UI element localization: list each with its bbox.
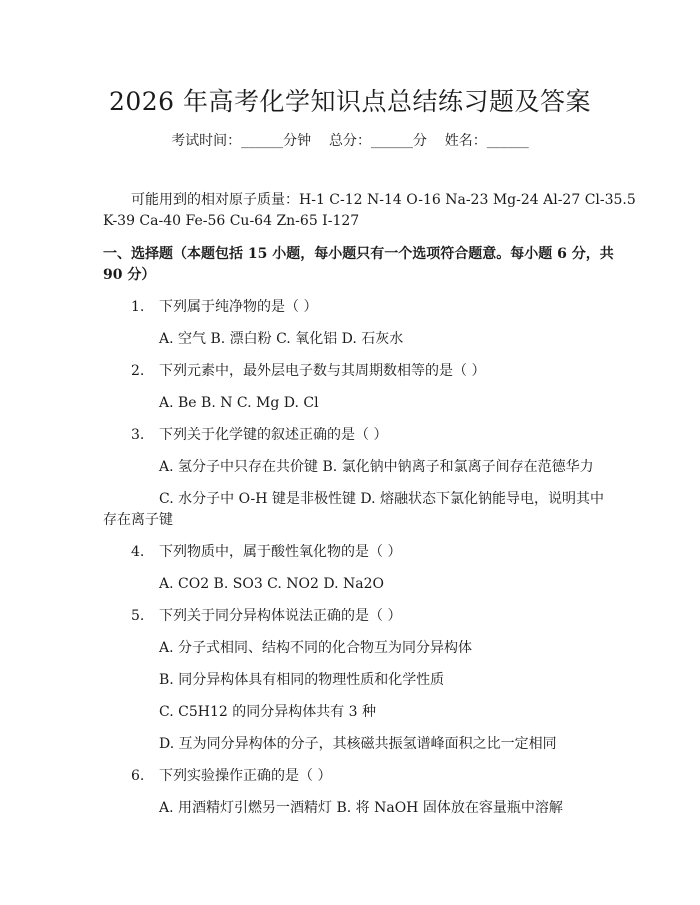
question-number: 6. [131,768,145,784]
question-stem: 下列关于化学键的叙述正确的是（ ） [159,427,388,443]
question-number: 3. [131,427,145,443]
question-number: 1. [131,299,145,315]
question-option: D. 互为同分异构体的分子，其核磁共振氢谱峰面积之比一定相同 [159,736,557,752]
question-stem: 下列实验操作正确的是（ ） [159,768,332,784]
question-option: A. Be B. N C. Mg D. Cl [159,395,319,411]
question-option: C. 水分子中 O-H 键是非极性键 D. 熔融状态下氯化钠能导电，说明其中 [159,491,605,507]
question-option: C. C5H12 的同分异构体共有 3 种 [159,704,377,720]
question-option: B. 同分异构体具有相同的物理性质和化学性质 [159,672,445,688]
question-option: A. CO2 B. SO3 C. NO2 D. Na2O [159,576,384,592]
question-option: A. 分子式相同、结构不同的化合物互为同分异构体 [159,640,473,656]
question-number: 5. [131,608,145,624]
question-option: A. 用酒精灯引燃另一酒精灯 B. 将 NaOH 固体放在容量瓶中溶解 [159,800,563,816]
atomic-mass-line2: K-39 Ca-40 Fe-56 Cu-64 Zn-65 I-127 [103,213,360,229]
question-number: 2. [131,363,145,379]
question-stem: 下列关于同分异构体说法正确的是（ ） [159,608,402,624]
question-stem: 下列属于纯净物的是（ ） [159,299,318,315]
question-option-continued: 存在离子键 [103,512,173,528]
question-stem: 下列物质中，属于酸性氧化物的是（ ） [159,544,402,560]
question-option: A. 氢分子中只存在共价键 B. 氯化钠中钠离子和氯离子间存在范德华力 [159,459,594,475]
exam-info: 考试时间：______分钟 总分：______分 姓名：______ [171,133,529,149]
question-option: A. 空气 B. 漂白粉 C. 氧化铝 D. 石灰水 [159,331,404,347]
question-stem: 下列元素中，最外层电子数与其周期数相等的是（ ） [159,363,486,379]
atomic-mass-line1: 可能用到的相对原子质量：H-1 C-12 N-14 O-16 Na-23 Mg-24 Al-27 Cl-35.5 [131,192,636,208]
page-title: 2026 年高考化学知识点总结练习题及答案 [108,87,592,116]
section-heading-line2: 90 分） [103,267,156,283]
section-heading-line1: 一、选择题（本题包括 15 小题，每小题只有一个选项符合题意。每小题 6 分，共 [103,246,614,262]
question-number: 4. [131,544,145,560]
